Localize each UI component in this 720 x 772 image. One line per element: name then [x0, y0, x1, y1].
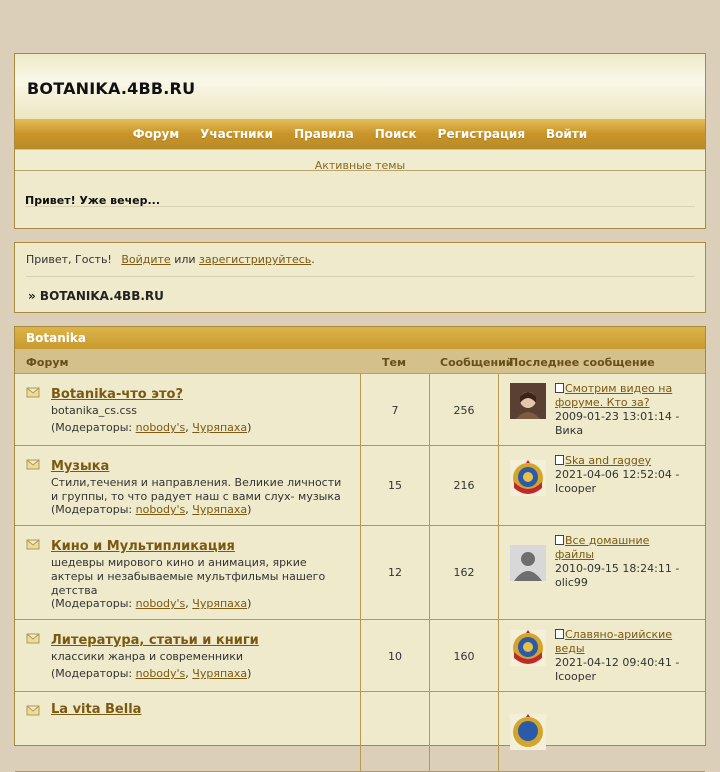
main-navigation — [15, 119, 705, 149]
moderator-link[interactable]: nobody's — [135, 503, 186, 516]
breadcrumb: » BOTANIKA.4BB.RU — [28, 289, 164, 303]
last-post-info — [555, 534, 685, 590]
posts-cell — [430, 692, 499, 771]
document-icon — [555, 629, 564, 639]
moderator-link[interactable]: nobody's — [135, 667, 186, 680]
avatar[interactable] — [510, 460, 546, 496]
forum-title[interactable]: Botanika-что это? — [51, 387, 183, 402]
avatar[interactable] — [510, 630, 546, 666]
forum-moderators: (Модераторы: nobody's, Чуряпаха) — [51, 597, 252, 610]
topic-count: 15 — [388, 479, 402, 492]
forum-cell — [15, 374, 361, 445]
moderator-link[interactable]: Чуряпаха — [192, 667, 248, 680]
forum-description: botanika_cs.css — [51, 404, 137, 417]
guest-hello: Привет, Гость! — [26, 253, 112, 266]
announcement-bar — [0, 30, 706, 50]
topics-cell — [361, 526, 430, 619]
last-post-date: 2021-04-06 12:52:04 - — [555, 468, 680, 481]
greeting-text: Привет! Уже вечер... — [25, 194, 160, 207]
nav-forum[interactable]: Форум — [132, 127, 180, 141]
forum-icon — [27, 706, 39, 715]
forum-description: Стили,течения и направления. Великие личности и группы, то что радует наш с вами слух- музыка — [51, 476, 342, 503]
last-post-user: Icooper — [555, 670, 597, 683]
document-icon — [555, 535, 564, 545]
site-header — [14, 53, 706, 229]
forum-description: шедевры мирового кино и анимация, яркие актеры и незабываемые мультфильмы нашего детства — [51, 556, 326, 597]
or-text: или — [174, 253, 196, 266]
post-count: 256 — [453, 404, 475, 417]
forum-title[interactable]: Литература, статьи и книги — [51, 633, 259, 648]
forum-row — [15, 620, 705, 692]
last-post-info — [555, 454, 685, 496]
forum-icon — [27, 460, 39, 469]
document-icon — [555, 455, 564, 465]
moderator-link[interactable]: nobody's — [135, 597, 186, 610]
category-title[interactable]: Botanika — [15, 327, 705, 349]
post-count: 160 — [453, 650, 475, 663]
last-post-date: 2009-01-23 13:01:14 - — [555, 410, 680, 423]
divider — [25, 206, 695, 207]
topics-cell — [361, 374, 430, 445]
document-icon — [555, 383, 564, 393]
forum-category — [14, 326, 706, 746]
subnav — [15, 149, 705, 171]
forum-moderators: (Модераторы: nobody's, Чуряпаха) — [51, 503, 252, 516]
nav-search[interactable]: Поиск — [374, 127, 417, 141]
last-post-link[interactable]: Ska and raggey — [555, 454, 651, 467]
last-post-info — [555, 382, 685, 438]
moderator-link[interactable]: nobody's — [135, 421, 186, 434]
topic-count: 7 — [391, 404, 399, 417]
posts-cell — [430, 374, 499, 445]
posts-cell — [430, 446, 499, 525]
moderator-link[interactable]: Чуряпаха — [192, 597, 248, 610]
forum-moderators: (Модераторы: nobody's, Чуряпаха) — [51, 667, 252, 680]
last-post-cell — [499, 692, 705, 771]
col-topics: Тем — [382, 356, 406, 369]
avatar[interactable] — [510, 383, 546, 419]
forum-moderators: (Модераторы: nobody's, Чуряпаха) — [51, 421, 252, 434]
nav-login[interactable]: Войти — [546, 127, 588, 141]
forum-row — [15, 692, 705, 772]
posts-cell — [430, 526, 499, 619]
topics-cell — [361, 620, 430, 691]
last-post-user: Вика — [555, 424, 584, 437]
last-post-cell — [499, 446, 705, 525]
last-post-cell — [499, 526, 705, 619]
col-posts: Сообщений — [440, 356, 514, 369]
moderator-link[interactable]: Чуряпаха — [192, 503, 248, 516]
last-post-info — [555, 628, 685, 684]
forum-title[interactable]: La vita Bella — [51, 702, 142, 717]
guest-welcome-box — [14, 242, 706, 313]
forum-title[interactable]: Кино и Мультипликация — [51, 539, 235, 554]
last-post-cell — [499, 374, 705, 445]
column-headers — [15, 349, 705, 374]
post-count: 162 — [453, 566, 475, 579]
title-area — [15, 54, 705, 119]
last-post-user: olic99 — [555, 576, 588, 589]
forum-description: классики жанра и современники — [51, 650, 244, 663]
divider — [26, 276, 695, 277]
forum-icon — [27, 540, 39, 549]
avatar[interactable] — [510, 714, 546, 750]
topic-count: 12 — [388, 566, 402, 579]
forum-cell — [15, 620, 361, 691]
last-post-link[interactable]: Славяно-арийские веды — [555, 628, 673, 655]
forum-icon — [27, 388, 39, 397]
forum-cell — [15, 446, 361, 525]
forum-row — [15, 446, 705, 526]
posts-cell — [430, 620, 499, 691]
active-topics-link[interactable]: Активные темы — [314, 159, 406, 172]
last-post-link[interactable]: Смотрим видео на форуме. Кто за? — [555, 382, 673, 409]
nav-members[interactable]: Участники — [200, 127, 274, 141]
forum-title[interactable]: Музыка — [51, 459, 110, 474]
nav-register[interactable]: Регистрация — [437, 127, 526, 141]
last-post-cell — [499, 620, 705, 691]
nav-rules[interactable]: Правила — [294, 127, 354, 141]
forum-icon — [27, 634, 39, 643]
topic-count: 10 — [388, 650, 402, 663]
register-link[interactable]: зарегистрируйтесь — [199, 253, 312, 266]
guest-line — [26, 253, 315, 266]
topics-cell — [361, 692, 430, 771]
forum-row — [15, 374, 705, 446]
last-post-date: 2021-04-12 09:40:41 - — [555, 656, 680, 669]
col-forum: Форум — [26, 356, 69, 369]
post-count: 216 — [453, 479, 475, 492]
dot-text: . — [311, 253, 315, 266]
avatar[interactable] — [510, 545, 546, 581]
col-last-post: Последнее сообщение — [509, 356, 655, 369]
moderator-link[interactable]: Чуряпаха — [192, 421, 248, 434]
forum-cell — [15, 692, 361, 771]
last-post-link[interactable]: Все домашние файлы — [555, 534, 650, 561]
topics-cell — [361, 446, 430, 525]
forum-cell — [15, 526, 361, 619]
site-title[interactable]: BOTANIKA.4BB.RU — [27, 79, 196, 98]
login-link[interactable]: Войдите — [121, 253, 171, 266]
last-post-user: Icooper — [555, 482, 597, 495]
last-post-date: 2010-09-15 18:24:11 - — [555, 562, 680, 575]
forum-row — [15, 526, 705, 620]
